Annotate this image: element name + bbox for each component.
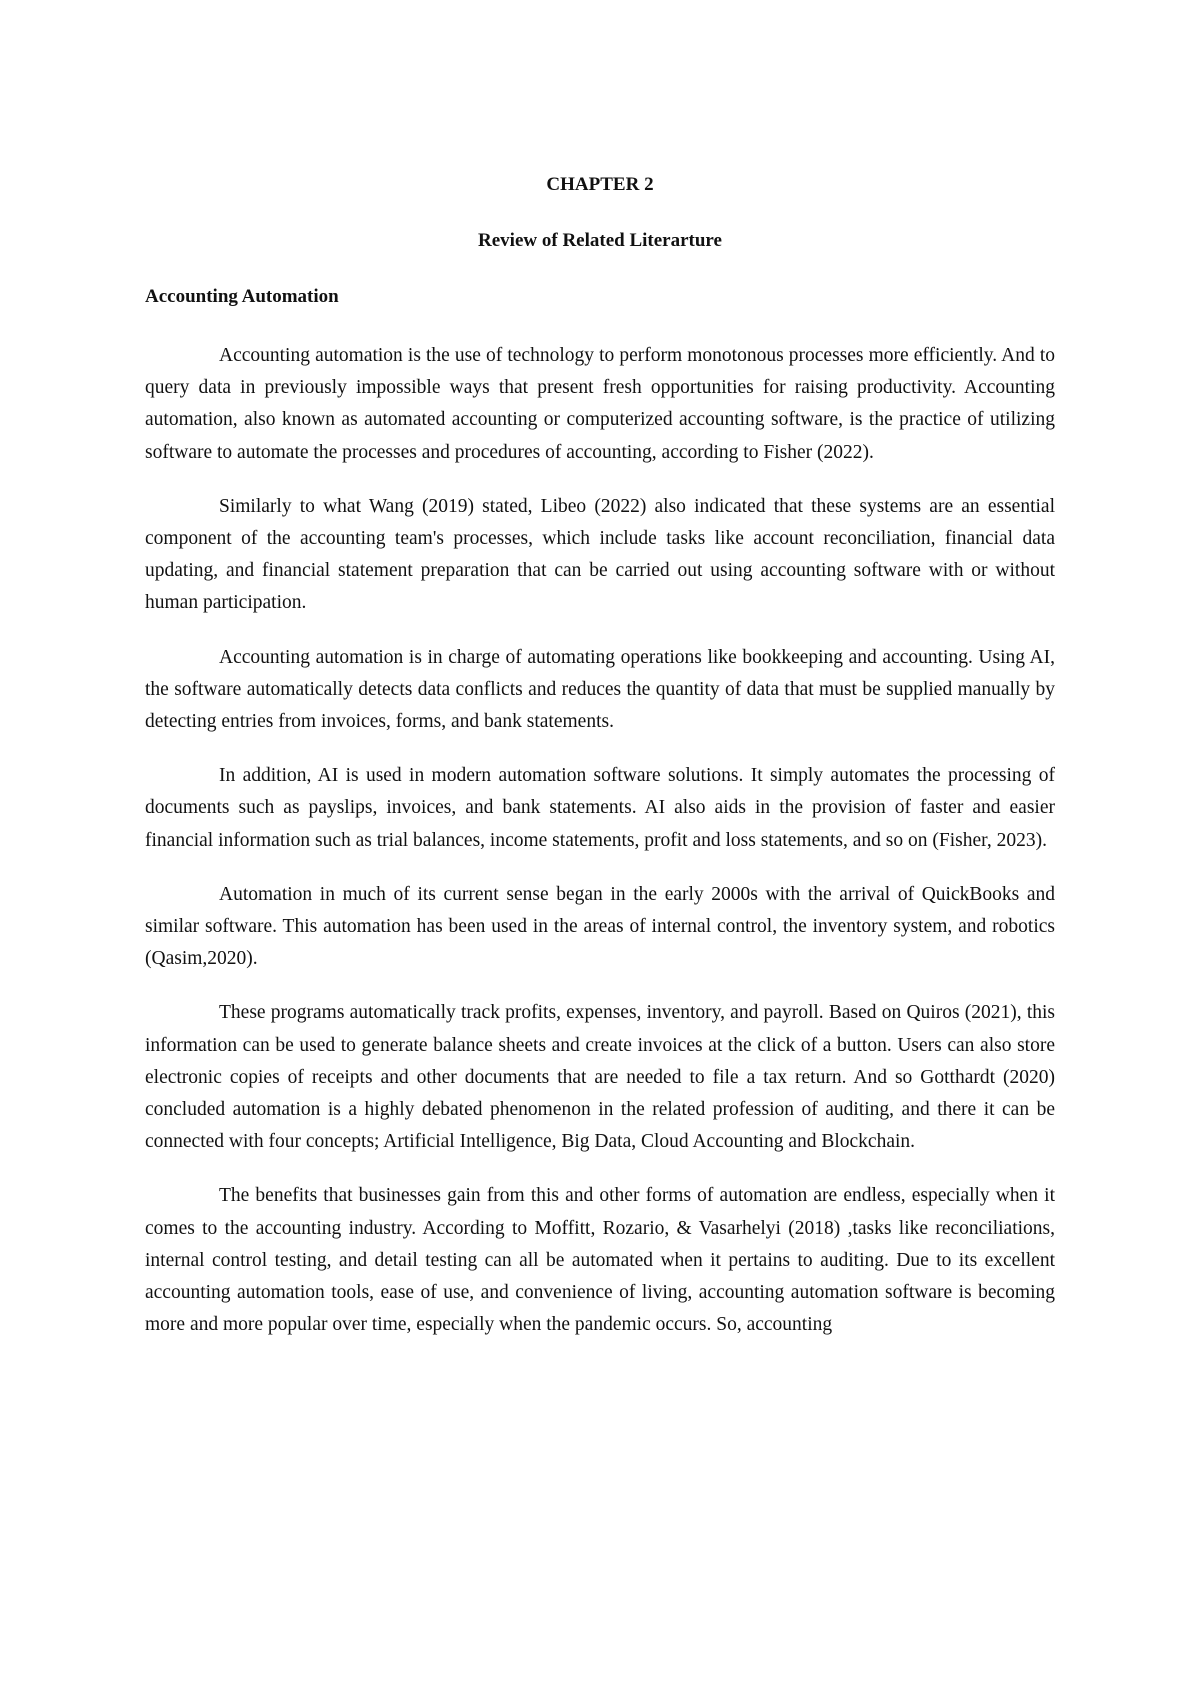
paragraph: Automation in much of its current sense began in the early 2000s with the arrival of QuickBooks and similar software. This automation has been used in the areas of internal control, the inventory system, and robotics (Qasim,2020).: [145, 883, 1055, 970]
paragraph: Accounting automation is in charge of automating operations like bookkeeping and accounting. Using AI, the software automatically detects data conflicts and reduces the quantity of data that must be supplied manually by detecting entries from invoices, forms, and bank statements.: [145, 646, 1055, 733]
section-heading: Accounting Automation: [145, 286, 339, 307]
chapter-title: CHAPTER 2: [546, 174, 654, 195]
paragraph: In addition, AI is used in modern automation software solutions. It simply automates the processing of documents such as payslips, invoices, and bank statements. AI also aids in the provision of faster and easier financial information such as trial balances, income statements, profit and loss statements, and so on (Fisher, 2023).: [145, 765, 1055, 851]
paragraph: Accounting automation is the use of technology to perform monotonous processes more efficiently. And to query data in previously impossible ways that present fresh opportunities for raising productivity. Accounting automation, also known as automated accounting or computerized accounting software, is the practice of utilizing software to automate the processes and procedures of accounting, according to Fisher (2022).: [145, 345, 1055, 463]
paragraph: The benefits that businesses gain from this and other forms of automation are endless, especially when it comes to the accounting industry. According to Moffitt, Rozario, & Vasarhelyi (2018) ,tasks like reconciliations, internal control testing, and detail testing can all be automated when it pertains to auditing. Due to its excellent accounting automation tools, ease of use, and convenience of living, accounting automation software is becoming more and more popular over time, especially when the pandemic occurs. So, accounting: [145, 1185, 1055, 1336]
chapter-subtitle: Review of Related Literarture: [478, 230, 722, 251]
body-text: [145, 340, 1055, 1341]
paragraph: Similarly to what Wang (2019) stated, Libeo (2022) also indicated that these systems are an essential component of the accounting team's processes, which include tasks like account reconciliation, financial data updating, and financial statement preparation that can be carried out using accounting software with or without human participation.: [145, 495, 1055, 614]
paragraph: These programs automatically track profits, expenses, inventory, and payroll. Based on Quiros (2021), this information can be used to generate balance sheets and create invoices at the click of a button. Users can also store electronic copies of receipts and other documents that are needed to file a tax return. And so Gotthardt (2020) concluded automation is a highly debated phenomenon in the related profession of auditing, and there it can be connected with four concepts; Artificial Intelligence, Big Data, Cloud Accounting and Blockchain.: [145, 1002, 1055, 1153]
